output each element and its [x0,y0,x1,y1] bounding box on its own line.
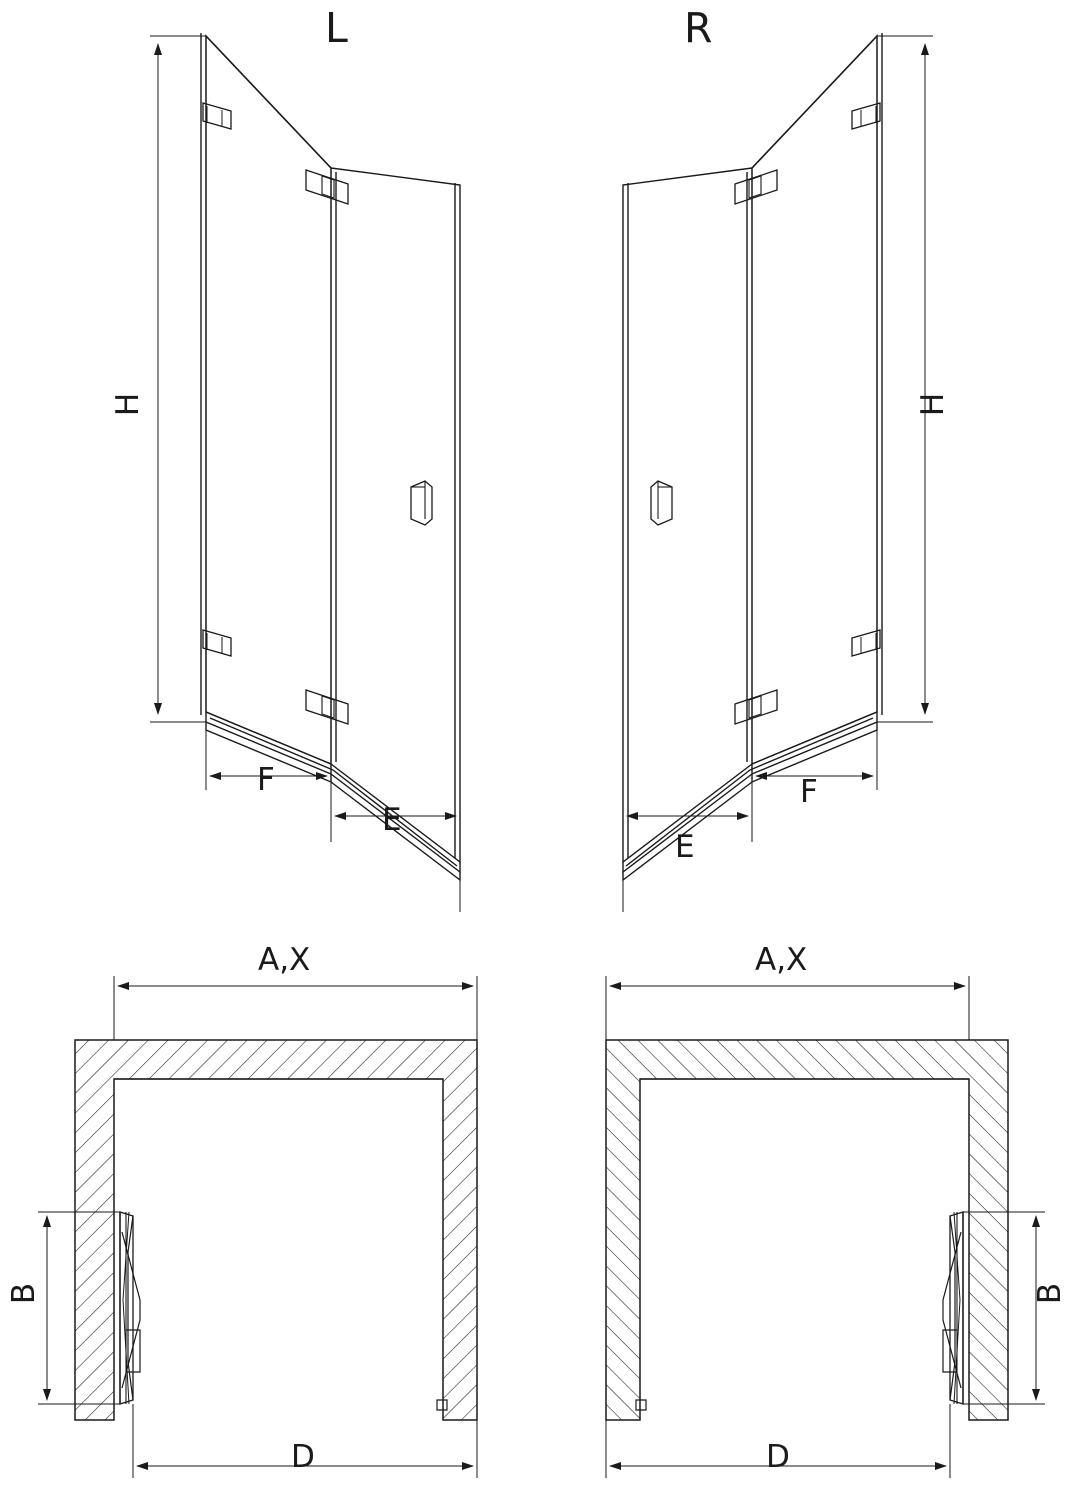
plan-right-geometry [606,1040,1008,1420]
dimension-label-e-left: E [382,802,402,838]
iso-right-dimensions [623,36,933,912]
dimension-label-f-right: F [800,774,818,810]
dimension-label-d-left: D [291,1439,315,1475]
plan-left-geometry [75,1040,477,1420]
dimension-label-d-right: D [766,1439,790,1475]
dimension-label-e-right: E [675,829,695,865]
dimension-label-b-right: B [1032,1282,1069,1305]
dimension-label-ax-right: A,X [755,942,808,978]
dimension-label-f-left: F [257,762,275,798]
iso-right-geometry [623,33,882,880]
dimension-label-b-left: B [6,1282,43,1305]
iso-left-geometry [201,33,460,880]
variant-label-left: L [325,4,348,52]
dimension-label-height-right: H [915,392,952,417]
variant-label-right: R [684,4,713,52]
iso-left-dimensions [150,36,460,912]
dimension-label-height-left: H [110,392,147,417]
dimension-label-ax-left: A,X [258,942,311,978]
